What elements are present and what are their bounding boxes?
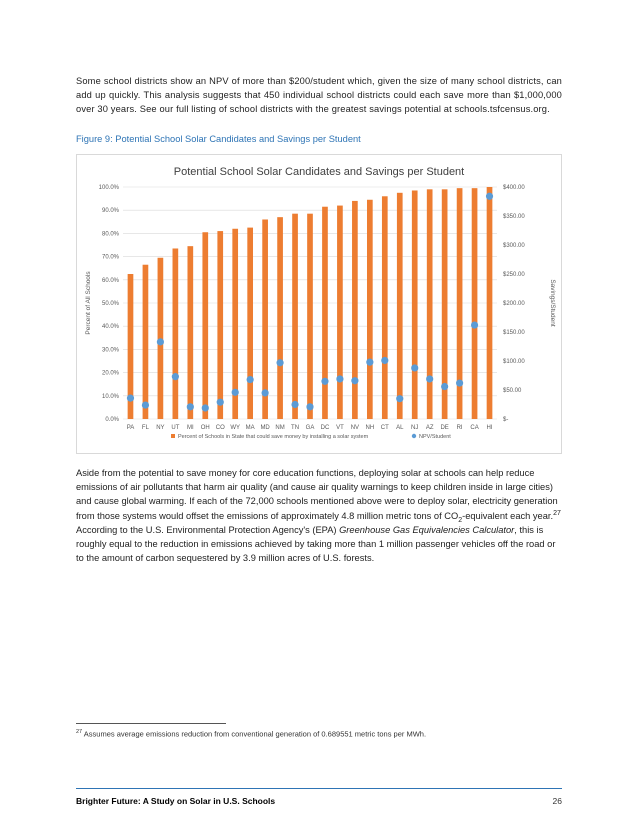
x-tick-label: FL — [141, 425, 149, 431]
bar — [247, 228, 253, 419]
chart-container — [76, 154, 562, 454]
npv-point — [441, 383, 448, 390]
x-tick-label: DE — [440, 425, 449, 431]
y-tick-label: 0.0% — [105, 417, 119, 423]
page-number: 26 — [552, 796, 562, 806]
npv-point — [202, 404, 209, 411]
y-tick-label: 30.0% — [101, 347, 119, 354]
npv-point — [172, 373, 179, 380]
bar — [352, 201, 358, 419]
x-tick-label: MD — [260, 425, 270, 431]
x-tick-label: NY — [156, 425, 165, 431]
y-tick-label: 70.0% — [101, 254, 119, 261]
npv-point — [486, 193, 493, 200]
x-tick-label: TN — [291, 425, 300, 431]
npv-point — [381, 357, 388, 364]
bar — [262, 219, 268, 419]
y2-tick-label: $200.00 — [503, 301, 525, 307]
emissions-text-2: -equivalent each year. — [462, 510, 554, 521]
x-tick-label: RI — [456, 425, 463, 431]
legend-entry-dot: NPV/Student — [419, 434, 451, 440]
figure-caption: Figure 9: Potential School Solar Candidates and Savings per Student — [76, 134, 361, 144]
bar — [427, 189, 433, 419]
bar — [307, 214, 313, 419]
x-tick-label: NM — [275, 425, 285, 431]
y-tick-label: 50.0% — [101, 301, 119, 307]
bar — [367, 200, 373, 419]
emissions-paragraph — [76, 466, 562, 565]
npv-point — [321, 378, 328, 385]
npv-point — [187, 403, 194, 410]
x-tick-label: NV — [350, 425, 360, 431]
bar — [187, 246, 193, 419]
legend-swatch-bar — [171, 434, 175, 438]
npv-point — [291, 401, 298, 408]
y2-tick-label: $400.00 — [503, 185, 525, 191]
x-tick-label: NJ — [411, 425, 419, 431]
x-tick-label: CT — [380, 425, 389, 431]
footer-title: Brighter Future: A Study on Solar in U.S. Schools — [76, 796, 276, 806]
npv-point — [217, 399, 224, 406]
bar — [202, 232, 208, 419]
npv-point — [247, 376, 254, 383]
footnote-text: Assumes average emissions reduction from conventional generation of 0.689551 metric tons per MWh. — [82, 729, 427, 739]
co2-subscript: 2 — [458, 516, 463, 524]
bar — [337, 206, 343, 419]
footer-divider — [76, 788, 562, 789]
npv-point — [157, 338, 164, 345]
bar — [217, 231, 223, 419]
bar — [472, 188, 478, 419]
npv-point — [426, 375, 433, 382]
bar — [143, 265, 149, 419]
bar — [292, 214, 298, 419]
y-tick-label: 90.0% — [101, 208, 119, 215]
solar-chart — [77, 155, 561, 453]
y-tick-label: 100.0% — [98, 185, 119, 191]
y-axis-label: Percent of All Schools — [85, 271, 92, 335]
x-tick-label: HI — [486, 425, 493, 431]
y2-tick-label: $250.00 — [503, 272, 525, 278]
y-tick-label: 20.0% — [101, 370, 119, 377]
y-tick-label: 80.0% — [101, 231, 119, 238]
x-tick-label: GA — [305, 425, 315, 431]
npv-point — [411, 364, 418, 371]
y2-axis-label: Savings/Student — [549, 279, 556, 327]
npv-point — [276, 359, 283, 366]
legend-entry-bar: Percent of Schools in State that could save money by installing a solar system — [178, 434, 369, 440]
x-tick-label: AL — [396, 425, 404, 431]
npv-point — [262, 389, 269, 396]
npv-point — [142, 401, 149, 408]
npv-point — [306, 403, 313, 410]
npv-point — [336, 375, 343, 382]
npv-point — [232, 389, 239, 396]
y2-tick-label: $- — [503, 417, 509, 423]
y2-tick-label: $100.00 — [503, 359, 525, 365]
x-tick-label: AZ — [425, 425, 434, 431]
y2-tick-label: $300.00 — [503, 243, 525, 249]
emissions-text-4: , this is roughly equal to the reduction in emissions achieved by taking more than 1 million passenger vehicles off the road or to the amount of carbon sequestered by 3.9 million acres of U.S. forests. — [76, 524, 556, 564]
x-tick-label: VT — [336, 425, 344, 431]
x-tick-label: PA — [126, 425, 135, 431]
npv-point — [366, 359, 373, 366]
chart-title: Potential School Solar Candidates and Savings per Student — [173, 166, 465, 178]
bar — [487, 187, 493, 419]
y2-tick-label: $350.00 — [503, 214, 525, 220]
x-tick-label: UT — [171, 425, 180, 431]
x-tick-label: OH — [200, 425, 210, 431]
legend-swatch-dot — [412, 434, 416, 438]
x-tick-label: WY — [230, 425, 241, 431]
bar — [397, 193, 403, 419]
x-tick-label: MA — [245, 425, 255, 431]
emissions-text-1: Aside from the potential to save money for core education functions, deploying solar at schools can help reduce emissions of air pollutants that harm air quality (and cause air quality warnings to keep children inside in large cities) and cause global warming. If each of the 72,000 schools mentioned above were to deploy solar, electricity generation from those systems would offset the emissions of approximately 4.8 million metric tons of CO — [76, 468, 558, 521]
x-tick-label: MI — [186, 425, 194, 431]
npv-point — [471, 321, 478, 328]
bar — [173, 248, 179, 419]
y2-tick-label: $50.00 — [503, 388, 522, 394]
bar — [322, 207, 328, 419]
calculator-name: Greenhouse Gas Equivalencies Calculator — [339, 524, 515, 535]
x-tick-label: NH — [365, 425, 375, 431]
footnote — [76, 729, 426, 739]
footnote-divider — [76, 723, 226, 724]
x-tick-label: CO — [215, 425, 225, 431]
x-tick-label: DC — [320, 425, 330, 431]
y-tick-label: 10.0% — [101, 393, 119, 400]
npv-point — [127, 395, 134, 402]
npv-point — [456, 379, 463, 386]
y-tick-label: 60.0% — [101, 277, 119, 284]
y-tick-label: 40.0% — [101, 324, 119, 331]
footnote-mark: 27 — [76, 729, 83, 735]
bar — [382, 196, 388, 419]
bar — [412, 190, 418, 419]
x-tick-label: CA — [470, 425, 479, 431]
bar — [277, 217, 283, 419]
npv-point — [396, 395, 403, 402]
footnote-ref[interactable]: 27 — [553, 509, 561, 517]
npv-point — [351, 377, 358, 384]
intro-paragraph: Some school districts show an NPV of more than $200/student which, given the size of many school districts, can add up quickly. This analysis suggests that 450 individual school districts could each save more than $1,000,000 over 30 years. See our full listing of school districts with the greatest savings potential at schools.tsfcensus.org. — [76, 76, 562, 115]
y2-tick-label: $150.00 — [503, 330, 525, 336]
emissions-text-3: According to the U.S. Environmental Protection Agency's (EPA) — [76, 524, 340, 535]
